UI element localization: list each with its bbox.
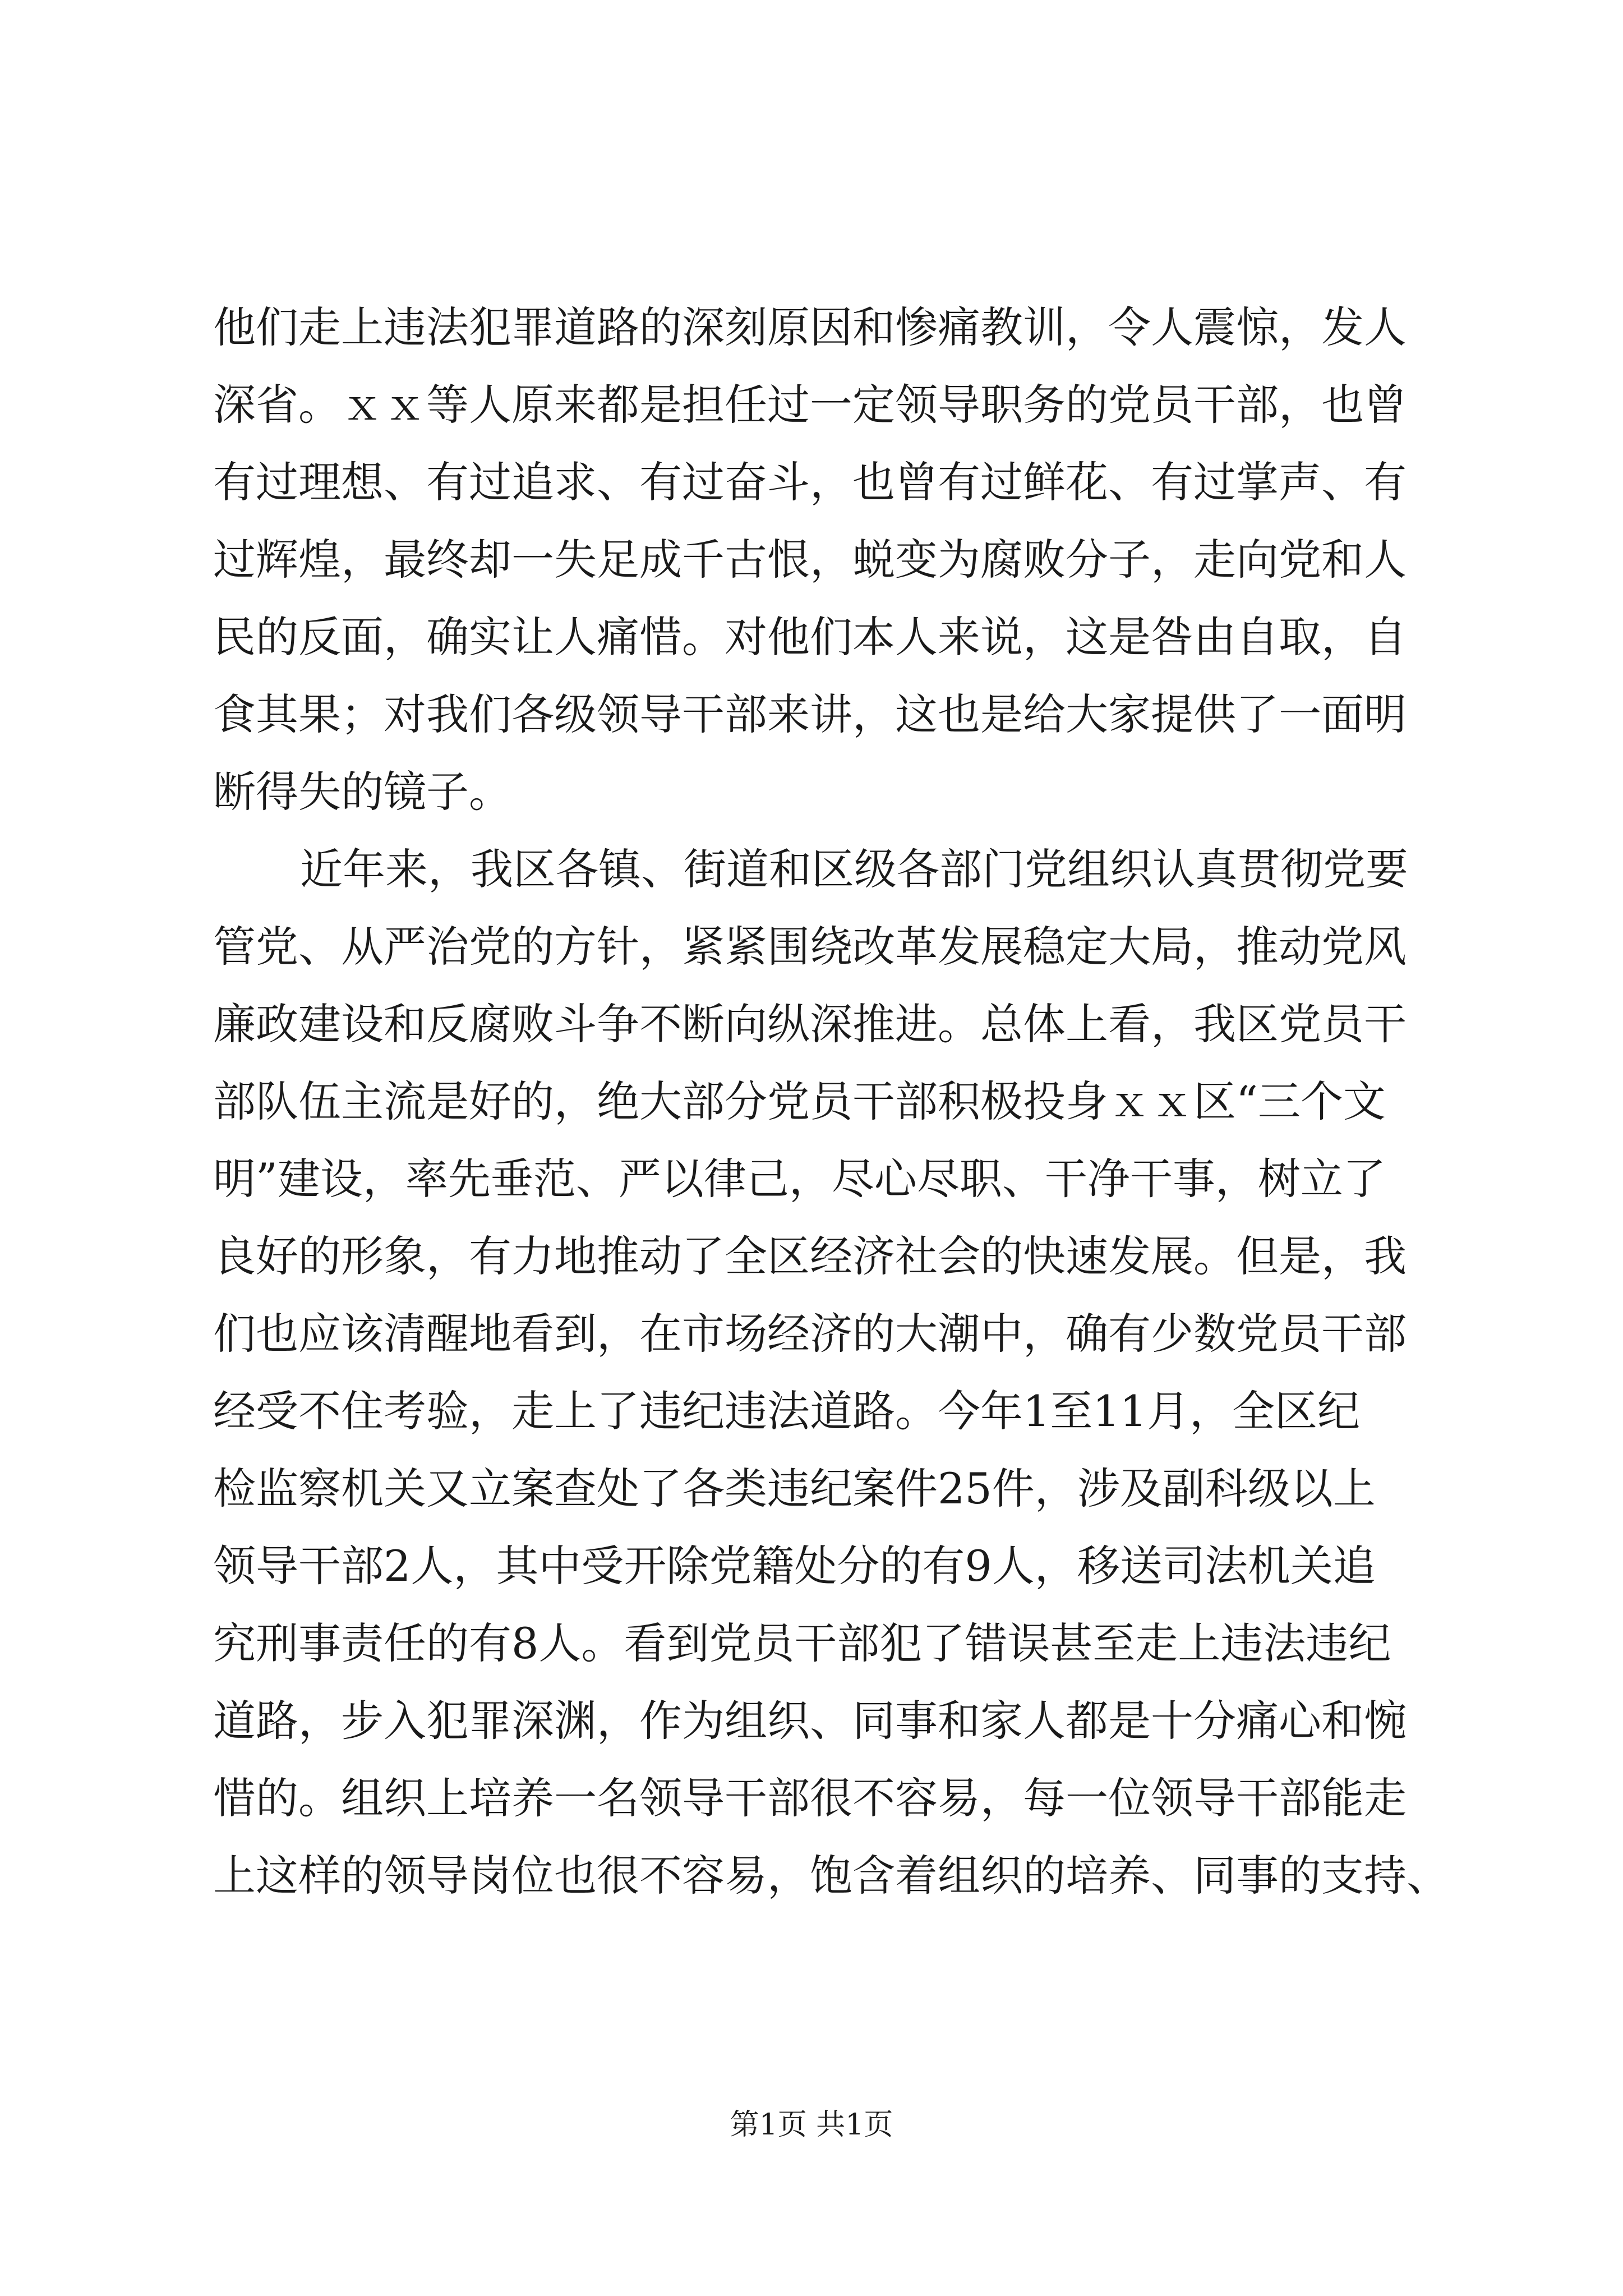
text-line-7: 断得失的镜子。 (213, 767, 511, 817)
text-line-5: 民的反面，确实让人痛惜。对他们本人来说，这是咎由自取，自 (213, 612, 1407, 662)
page-footer (0, 2101, 1623, 2143)
text-line-15: 经受不住考验，走上了违纪违法道路。今年1至11月，全区纪 (213, 1386, 1361, 1436)
text-line-8: 近年来，我区各镇、街道和区级各部门党组织认真贯彻党要 (300, 844, 1408, 894)
text-line-4: 过辉煌，最终却一失足成千古恨，蜕变为腐败分子，走向党和人 (213, 535, 1407, 585)
text-line-1: 他们走上违法犯罪道路的深刻原因和惨痛教训，令人震惊，发人 (213, 302, 1407, 352)
text-line-14: 们也应该清醒地看到，在市场经济的大潮中，确有少数党员干部 (213, 1309, 1407, 1359)
text-line-13: 良好的形象，有力地推动了全区经济社会的快速发展。但是，我 (213, 1231, 1407, 1281)
text-line-10: 廉政建设和反腐败斗争不断向纵深推进。总体上看，我区党员干 (213, 999, 1407, 1049)
text-line-6: 食其果；对我们各级领导干部来讲，这也是给大家提供了一面明 (213, 689, 1407, 739)
text-line-18: 究刑事责任的有8人。看到党员干部犯了错误甚至走上违法违纪 (213, 1618, 1391, 1668)
text-line-3: 有过理想、有过追求、有过奋斗，也曾有过鲜花、有过掌声、有 (213, 457, 1407, 507)
text-line-17: 领导干部2人，其中受开除党籍处分的有9人，移送司法机关追 (213, 1541, 1376, 1591)
text-line-21: 上这样的领导岗位也很不容易，饱含着组织的培养、同事的支持、 (213, 1851, 1449, 1901)
text-line-19: 道路，步入犯罪深渊，作为组织、同事和家人都是十分痛心和惋 (213, 1696, 1407, 1746)
text-line-16: 检监察机关又立案查处了各类违纪案件25件，涉及副科级以上 (213, 1464, 1376, 1513)
text-line-9: 管党、从严治党的方针，紧紧围绕改革发展稳定大局，推动党风 (213, 922, 1407, 972)
text-line-20: 惜的。组织上培养一名领导干部很不容易，每一位领导干部能走 (213, 1773, 1407, 1823)
text-line-12: 明”建设，率先垂范、严以律己，尽心尽职、干净干事，树立了 (213, 1154, 1386, 1204)
text-line-11: 部队伍主流是好的，绝大部分党员干部积极投身ｘｘ区“三个文 (213, 1076, 1386, 1126)
text-line-2: 深省。ｘｘ等人原来都是担任过一定领导职务的党员干部，也曾 (213, 380, 1407, 430)
body-text (213, 289, 1449, 1915)
page-number-label: 第1页 共1页 (730, 2108, 893, 2142)
